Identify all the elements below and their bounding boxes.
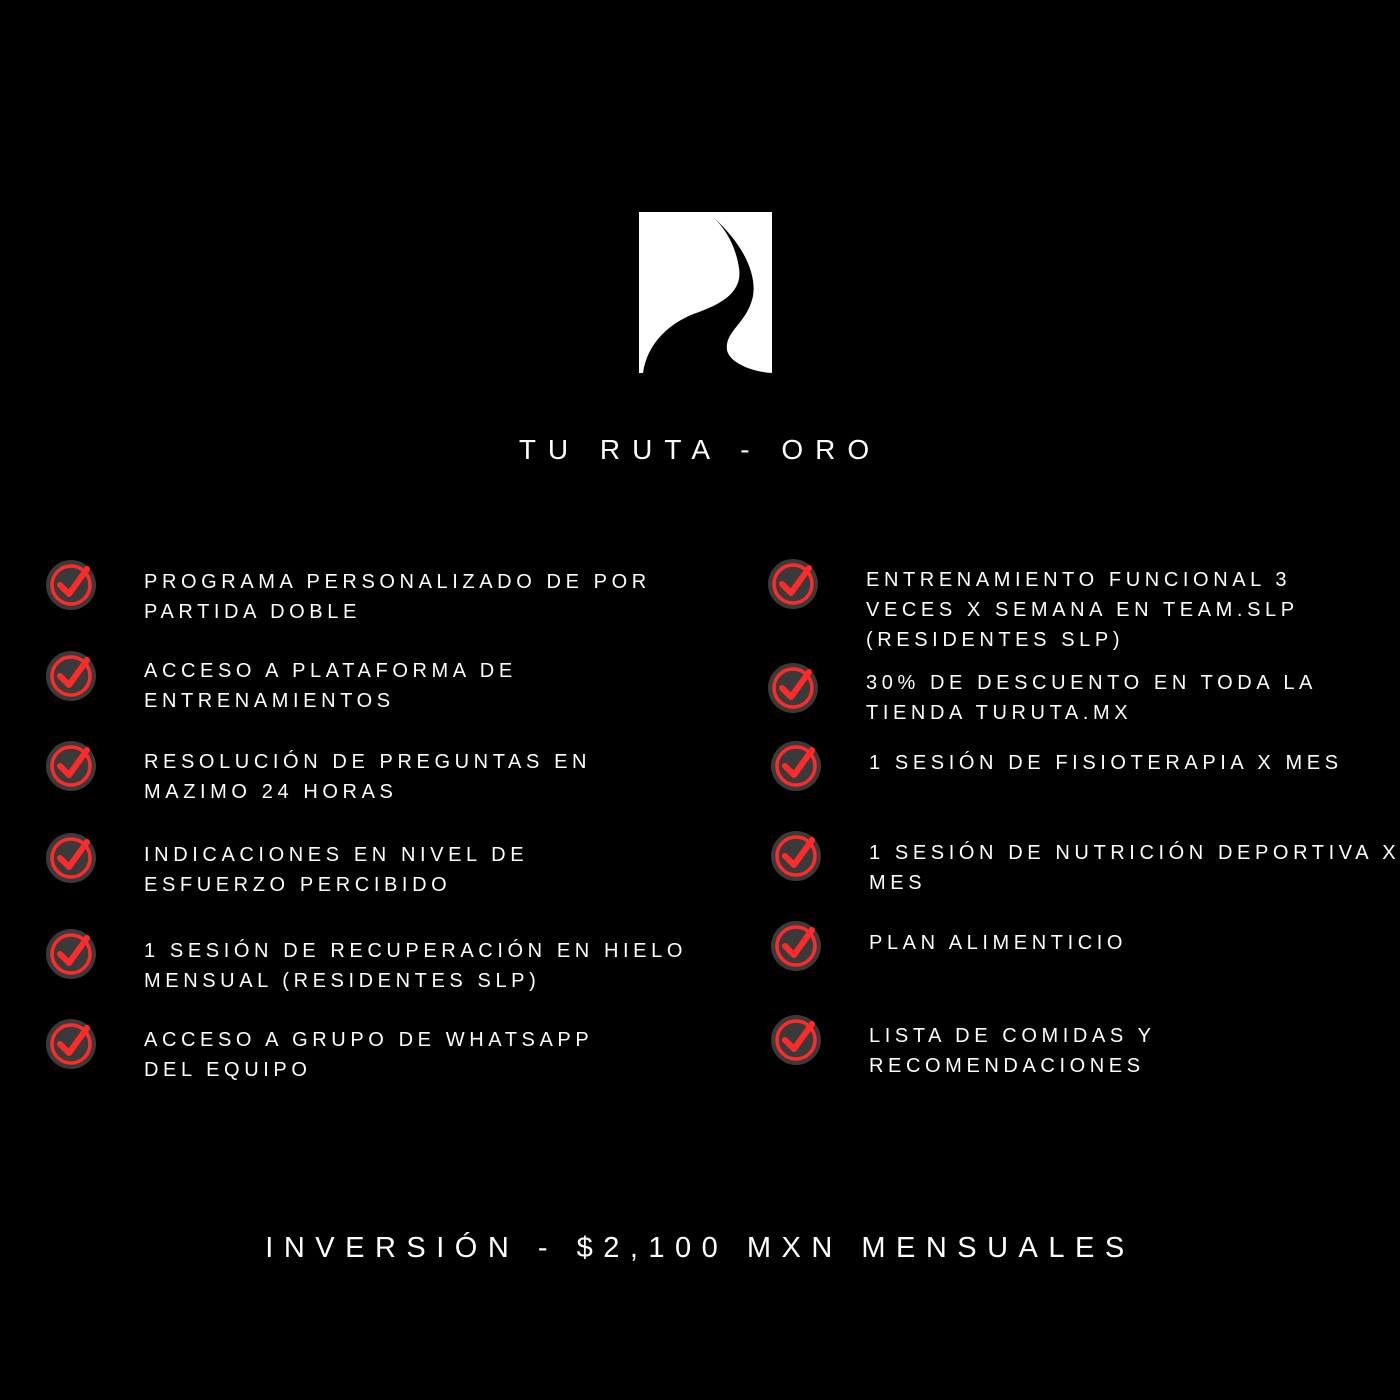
feature-text-line: ENTRENAMIENTOS [144,690,395,712]
plan-title: TU RUTA - ORO [518,434,882,465]
feature-text-line: MAZIMO 24 HORAS [144,781,398,803]
check-circle-icon [45,928,97,980]
feature-text-line: VECES X SEMANA EN TEAM.SLP [866,599,1299,621]
feature-text-line: RESOLUCIÓN DE PREGUNTAS EN [144,751,592,773]
feature-text-line: 1 SESIÓN DE FISIOTERAPIA X MES [869,752,1343,774]
check-circle-icon [770,920,822,972]
feature-text-line: INDICACIONES EN NIVEL DE [144,844,529,866]
check-circle-icon [770,1014,822,1066]
feature-text-line: 1 SESIÓN DE NUTRICIÓN DEPORTIVA X [869,842,1400,864]
feature-text-line: ACCESO A GRUPO DE WHATSAPP [144,1029,594,1051]
feature-text-line: ENTRENAMIENTO FUNCIONAL 3 [866,569,1292,591]
feature-text-line: PLAN ALIMENTICIO [869,932,1128,954]
check-circle-icon [45,1018,97,1070]
tu-ruta-logo [639,212,772,373]
check-circle-icon [45,740,97,792]
check-circle-icon [767,662,819,714]
feature-text-line: PROGRAMA PERSONALIZADO DE POR [144,571,651,593]
feature-text-line: MES [869,872,927,894]
feature-text-line: 30% DE DESCUENTO EN TODA LA [866,672,1317,694]
feature-text-line: ESFUERZO PERCIBIDO [144,874,452,896]
check-circle-icon [45,832,97,884]
feature-text-line: MENSUAL (RESIDENTES SLP) [144,970,541,992]
feature-text-line: ACCESO A PLATAFORMA DE [144,660,517,682]
feature-text-line: LISTA DE COMIDAS Y [869,1025,1156,1047]
feature-text-line: (RESIDENTES SLP) [866,629,1125,651]
feature-text-line: 1 SESIÓN DE RECUPERACIÓN EN HIELO [144,940,688,962]
feature-text-line: DEL EQUIPO [144,1059,312,1081]
check-circle-icon [45,650,97,702]
check-circle-icon [770,830,822,882]
check-circle-icon [770,740,822,792]
feature-text-line: RECOMENDACIONES [869,1055,1145,1077]
plan-price: INVERSIÓN - $2,100 MXN MENSUALES [265,1232,1135,1264]
check-circle-icon [45,559,97,611]
feature-text-line: TIENDA TURUTA.MX [866,702,1133,724]
feature-text-line: PARTIDA DOBLE [144,601,361,623]
check-circle-icon [767,558,819,610]
